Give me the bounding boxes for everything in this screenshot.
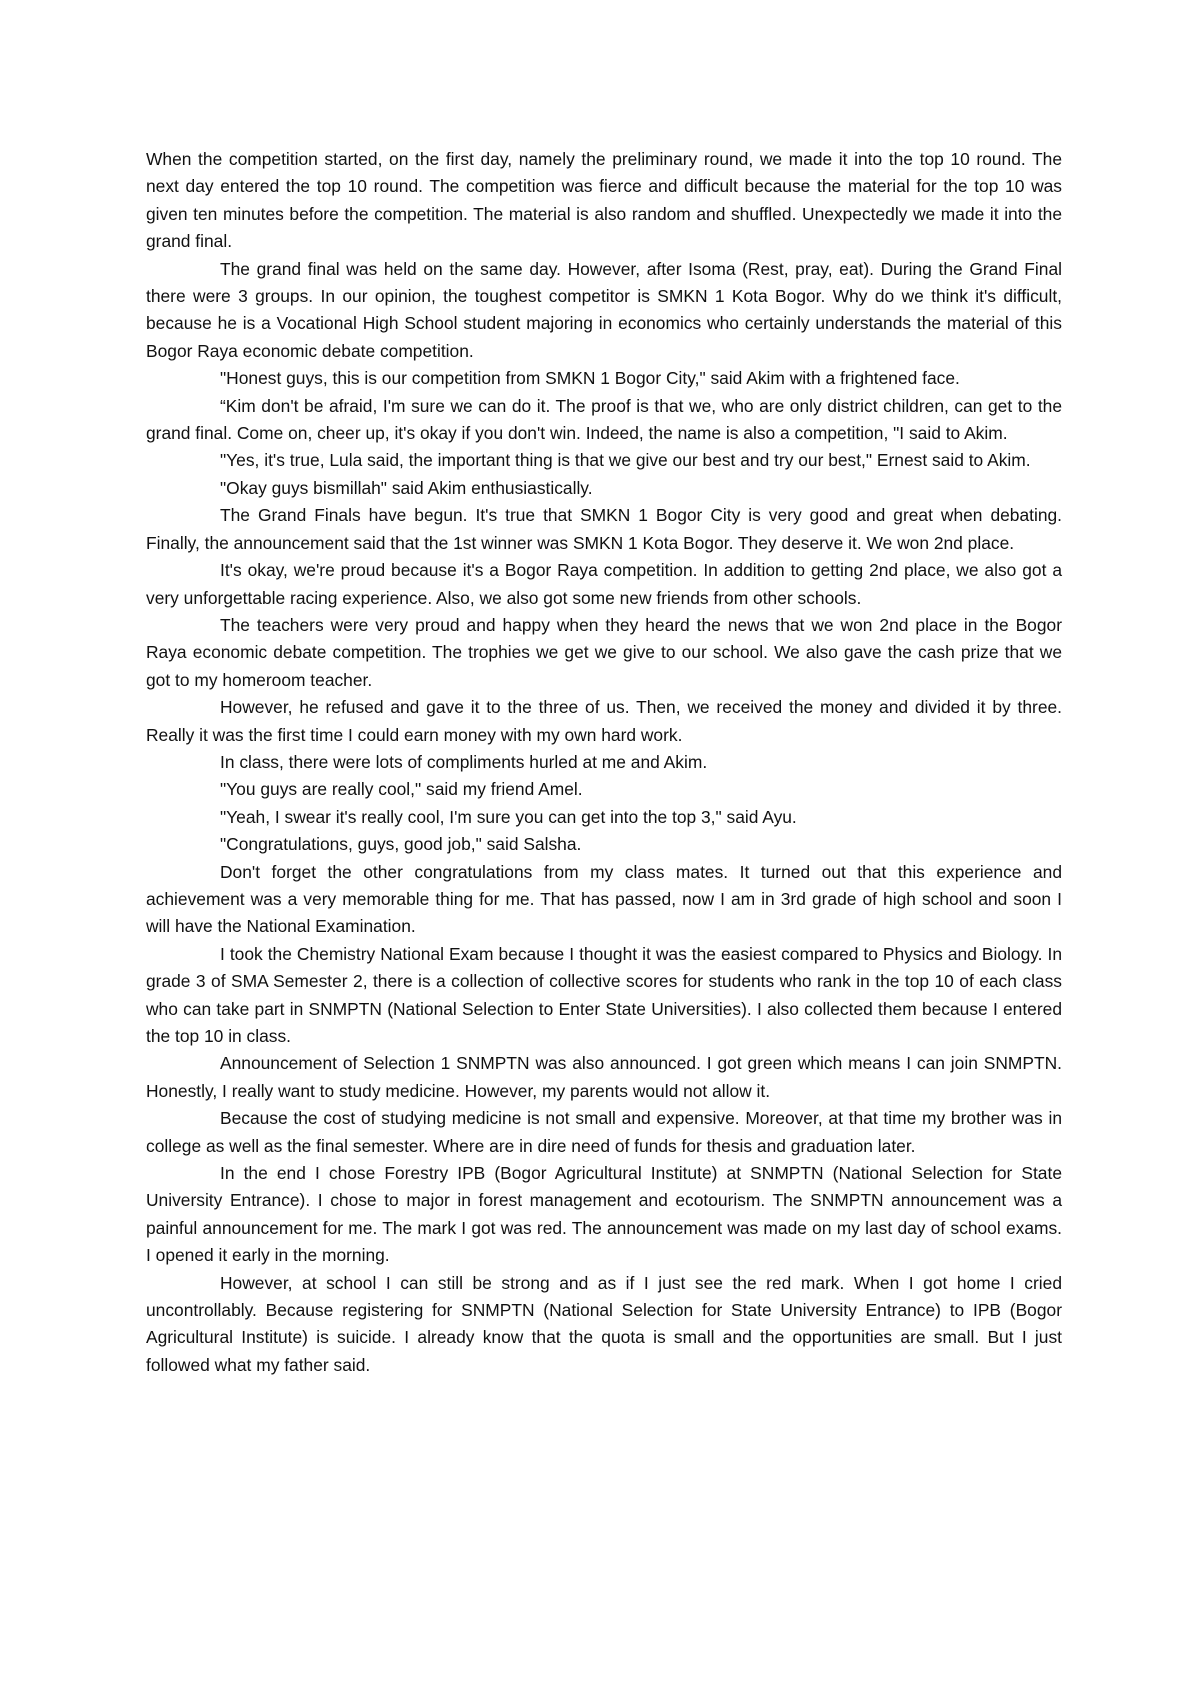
paragraph-19: In the end I chose Forestry IPB (Bogor Agricultural Institute) at SNMPTN (National Selection for State University Entrance). I chose to major in forest management and ecotourism. The SNMPTN announcement was a painful announcement for me. The mark I got was red. The announcement was made on my last day of school exams. I opened it early in the morning. bbox=[146, 1163, 1062, 1266]
paragraph-14: "Congratulations, guys, good job," said Salsha. bbox=[220, 834, 582, 855]
paragraph-16: I took the Chemistry National Exam because I thought it was the easiest compared to Physics and Biology. In grade 3 of SMA Semester 2, there is a collection of collective scores for students who rank in the top 10 of each class who can take part in SNMPTN (National Selection to Enter State Universities). I also collected them because I entered the top 10 in class. bbox=[146, 943, 1062, 1046]
paragraph-1: When the competition started, on the first day, namely the preliminary round, we made it into the top 10 round. The next day entered the top 10 round. The competition was fierce and difficult because the material for the top 10 was given ten minutes before the competition. The material is also random and shuffled. Unexpectedly we made it into the grand final. bbox=[146, 149, 1062, 252]
paragraph-5: "Yes, it's true, Lula said, the important thing is that we give our best and try our best," Ernest said to Akim. bbox=[220, 450, 1031, 471]
paragraph-4: “Kim don't be afraid, I'm sure we can do it. The proof is that we, who are only district children, can get to the grand final. Come on, cheer up, it's okay if you don't win. Indeed, the name is also a competition, "I said to Akim. bbox=[146, 395, 1062, 444]
paragraph-17: Announcement of Selection 1 SNMPTN was also announced. I got green which means I can join SNMPTN. Honestly, I really want to study medicine. However, my parents would not allow it. bbox=[146, 1053, 1062, 1101]
paragraph-2: The grand final was held on the same day. However, after Isoma (Rest, pray, eat). During the Grand Final there were 3 groups. In our opinion, the toughest competitor is SMKN 1 Kota Bogor. Why do we think it's difficult, because he is a Vocational High School student majoring in economics who certainly understands the material of this Bogor Raya economic debate competition. bbox=[146, 258, 1062, 361]
paragraph-13: "Yeah, I swear it's really cool, I'm sure you can get into the top 3," said Ayu. bbox=[220, 806, 797, 827]
paragraph-15: Don't forget the other congratulations from my class mates. It turned out that this experience and achievement was a very memorable thing for me. That has passed, now I am in 3rd grade of high school and soon I will have the National Examination. bbox=[146, 861, 1062, 937]
paragraph-9: The teachers were very proud and happy when they heard the news that we won 2nd place in the Bogor Raya economic debate competition. The trophies we get we give to our school. We also gave the cash prize that we got to my homeroom teacher. bbox=[146, 614, 1062, 690]
paragraph-6: "Okay guys bismillah" said Akim enthusiastically. bbox=[220, 477, 593, 498]
paragraph-20: However, at school I can still be strong and as if I just see the red mark. When I got home I cried uncontrollably. Because registering for SNMPTN (National Selection for State University Entrance) to IPB (Bogor Agricultural Institute) is suicide. I already know that the quota is small and the opportunities are small. But I just followed what my father said. bbox=[146, 1272, 1062, 1375]
paragraph-11: In class, there were lots of compliments hurled at me and Akim. bbox=[220, 751, 708, 772]
paragraph-3: "Honest guys, this is our competition from SMKN 1 Bogor City," said Akim with a frightened face. bbox=[220, 368, 960, 389]
paragraph-18: Because the cost of studying medicine is not small and expensive. Moreover, at that time my brother was in college as well as the final semester. Where are in dire need of funds for thesis and graduation later. bbox=[146, 1108, 1062, 1156]
paragraph-12: "You guys are really cool," said my friend Amel. bbox=[220, 779, 583, 800]
document-page bbox=[146, 146, 1062, 1379]
paragraph-7: The Grand Finals have begun. It's true that SMKN 1 Bogor City is very good and great when debating. Finally, the announcement said that the 1st winner was SMKN 1 Kota Bogor. They deserve it. We won 2nd place. bbox=[146, 505, 1062, 553]
paragraph-8: It's okay, we're proud because it's a Bogor Raya competition. In addition to getting 2nd place, we also got a very unforgettable racing experience. Also, we also got some new friends from other schools. bbox=[146, 560, 1062, 608]
paragraph-10: However, he refused and gave it to the three of us. Then, we received the money and divided it by three. Really it was the first time I could earn money with my own hard work. bbox=[146, 697, 1062, 745]
